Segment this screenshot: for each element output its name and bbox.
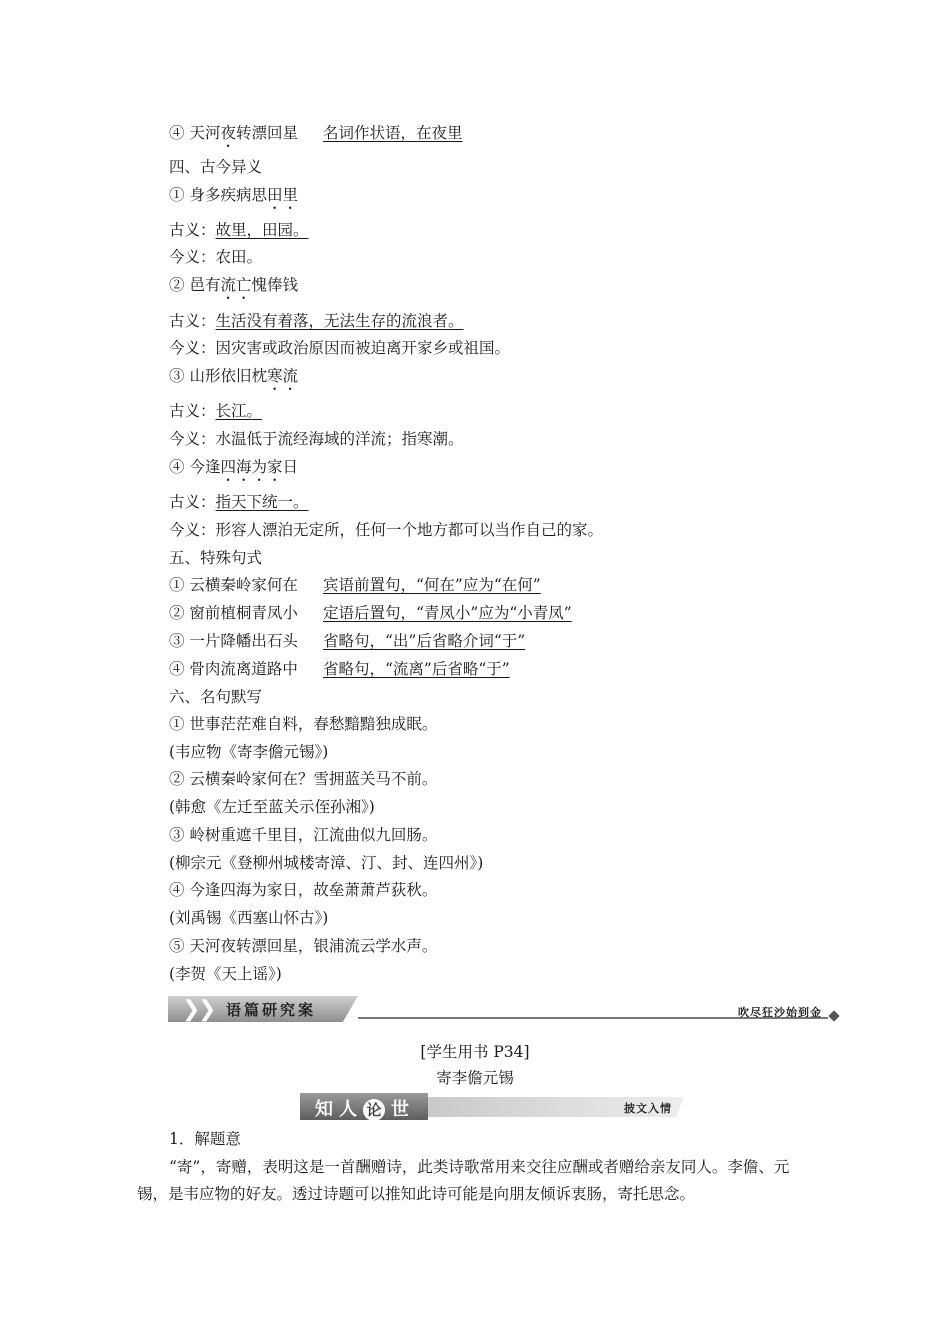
item-text: 邑有流亡愧俸钱: [189, 276, 298, 294]
answer-note: 宾语前置句，“何在”应为“在何”: [323, 576, 541, 594]
gu-label: 古义：: [169, 493, 216, 511]
gu-answer: 故里，田园。: [215, 221, 309, 239]
poem-title: 寄李儋元锡: [436, 1069, 514, 1087]
famous-line-source: (刘禹锡《西塞山怀古》): [169, 909, 329, 927]
banner-slogan: 吹尽狂沙始到金: [738, 1006, 822, 1019]
jin-text: 因灾害或政治原因而被迫离开家乡或祖国。: [215, 339, 511, 357]
famous-line: ② 云横秦岭家何在？雪拥蓝关马不前。: [169, 770, 438, 788]
chevron-right-icon: ❯: [198, 997, 217, 1022]
famous-line-source: (韦应物《寄李儋元锡》): [169, 743, 329, 761]
sentence-pattern-line: [169, 631, 526, 651]
sentence-text: ④ 骨肉流离道路中: [169, 660, 298, 678]
answer-note: 定语后置句，“青凤小”应为“小青凤”: [323, 604, 572, 622]
item-text: 山形依旧枕寒流: [189, 367, 298, 385]
famous-line-source: (韩愈《左迁至蓝关示侄孙湘》): [169, 798, 375, 816]
gu-meaning: [169, 220, 309, 240]
item-text: 身多疾病思田里: [189, 186, 298, 204]
know-author-banner: [300, 1093, 684, 1120]
kbanner-circle-char: 论: [363, 1099, 385, 1121]
famous-line: ⑤ 天河夜转漂回星，银浦流云学水声。: [169, 937, 438, 955]
kbanner-title-b: 世: [391, 1099, 415, 1120]
sentence-pattern-line: [169, 603, 572, 623]
gu-answer: 长江。: [215, 402, 263, 420]
gu-answer: 指天下统一。: [215, 493, 309, 511]
kbanner-title-a: 知人: [315, 1099, 363, 1120]
jin-label: 今义：: [169, 339, 216, 357]
jin-meaning: [169, 247, 262, 267]
jin-text: 形容人漂泊无定所，任何一个地方都可以当作自己的家。: [215, 521, 604, 539]
jin-text: 农田。: [215, 248, 263, 266]
gu-label: 古义：: [169, 402, 216, 420]
answer-note: 省略句，“出”后省略介词“于”: [323, 632, 526, 650]
diamond-icon: [828, 1010, 839, 1021]
item-text: 今逢四海为家日: [189, 458, 298, 476]
jin-meaning: [169, 338, 510, 358]
item-number: ④: [169, 124, 185, 142]
item-text: 天河夜转漂回星: [189, 124, 298, 142]
poem-item-line: [169, 123, 463, 151]
example-line: [169, 366, 298, 394]
kbanner-title: [315, 1095, 415, 1121]
section-heading: 六、名句默写: [169, 688, 263, 706]
famous-line: ④ 今逢四海为家日，故垒萧萧芦荻秋。: [169, 881, 438, 899]
chevron-right-icon: ❯: [182, 997, 201, 1022]
item-number: ①: [169, 186, 185, 204]
sentence-pattern-line: [169, 575, 541, 595]
sentence-text: ③ 一片降幡出石头: [169, 632, 298, 650]
kbanner-slogan: 披文入情: [624, 1102, 672, 1115]
section-heading: 四、古今异义: [169, 158, 263, 176]
item-number: ②: [169, 276, 185, 294]
item-number: ④: [169, 458, 185, 476]
book-reference: [学生用书 P34]: [420, 1043, 530, 1061]
gu-meaning: [169, 401, 262, 421]
sentence-pattern-line: [169, 659, 510, 679]
example-line: [169, 457, 298, 485]
jin-text: 水温低于流经海域的洋流；指寒潮。: [215, 430, 464, 448]
gu-answer: 生活没有着落，无法生存的流浪者。: [215, 312, 464, 330]
example-line: [169, 185, 298, 213]
answer-note: 名词作状语，在夜里: [323, 124, 463, 142]
answer-note: 省略句，“流离”后省略“于”: [323, 660, 510, 678]
jin-meaning: [169, 520, 603, 540]
famous-line: ① 世事茫茫难自料，春愁黯黯独成眠。: [169, 715, 438, 733]
famous-line: ③ 岭树重遮千里目，江流曲似九回肠。: [169, 826, 438, 844]
example-line: [169, 275, 298, 303]
gu-label: 古义：: [169, 312, 216, 330]
sentence-text: ① 云横秦岭家何在: [169, 576, 298, 594]
jin-label: 今义：: [169, 521, 216, 539]
jin-meaning: [169, 429, 464, 449]
banner-title: 语篇研究案: [226, 1001, 317, 1019]
famous-line-source: (柳宗元《登柳州城楼寄漳、汀、封、连四州》): [169, 854, 484, 872]
gu-label: 古义：: [169, 221, 216, 239]
gu-meaning: [169, 492, 309, 512]
item-number: ③: [169, 367, 185, 385]
jin-label: 今义：: [169, 248, 216, 266]
gu-meaning: [169, 311, 464, 331]
famous-line-source: (李贺《天上谣》): [169, 965, 282, 983]
subsection-heading: 1．解题意: [169, 1130, 241, 1148]
jin-label: 今义：: [169, 430, 216, 448]
section-banner: [168, 996, 840, 1022]
sentence-text: ② 窗前植桐青凤小: [169, 604, 298, 622]
section-heading: 五、特殊句式: [169, 549, 263, 567]
paragraph: “寄”，寄赠，表明这是一首酬赠诗，此类诗歌常用来交往应酬或者赠给亲友同人。李儋、元锡，是韦应物的好友。透过诗题可以推知此诗可能是向朋友倾诉衷肠，寄托思念。: [137, 1158, 790, 1203]
